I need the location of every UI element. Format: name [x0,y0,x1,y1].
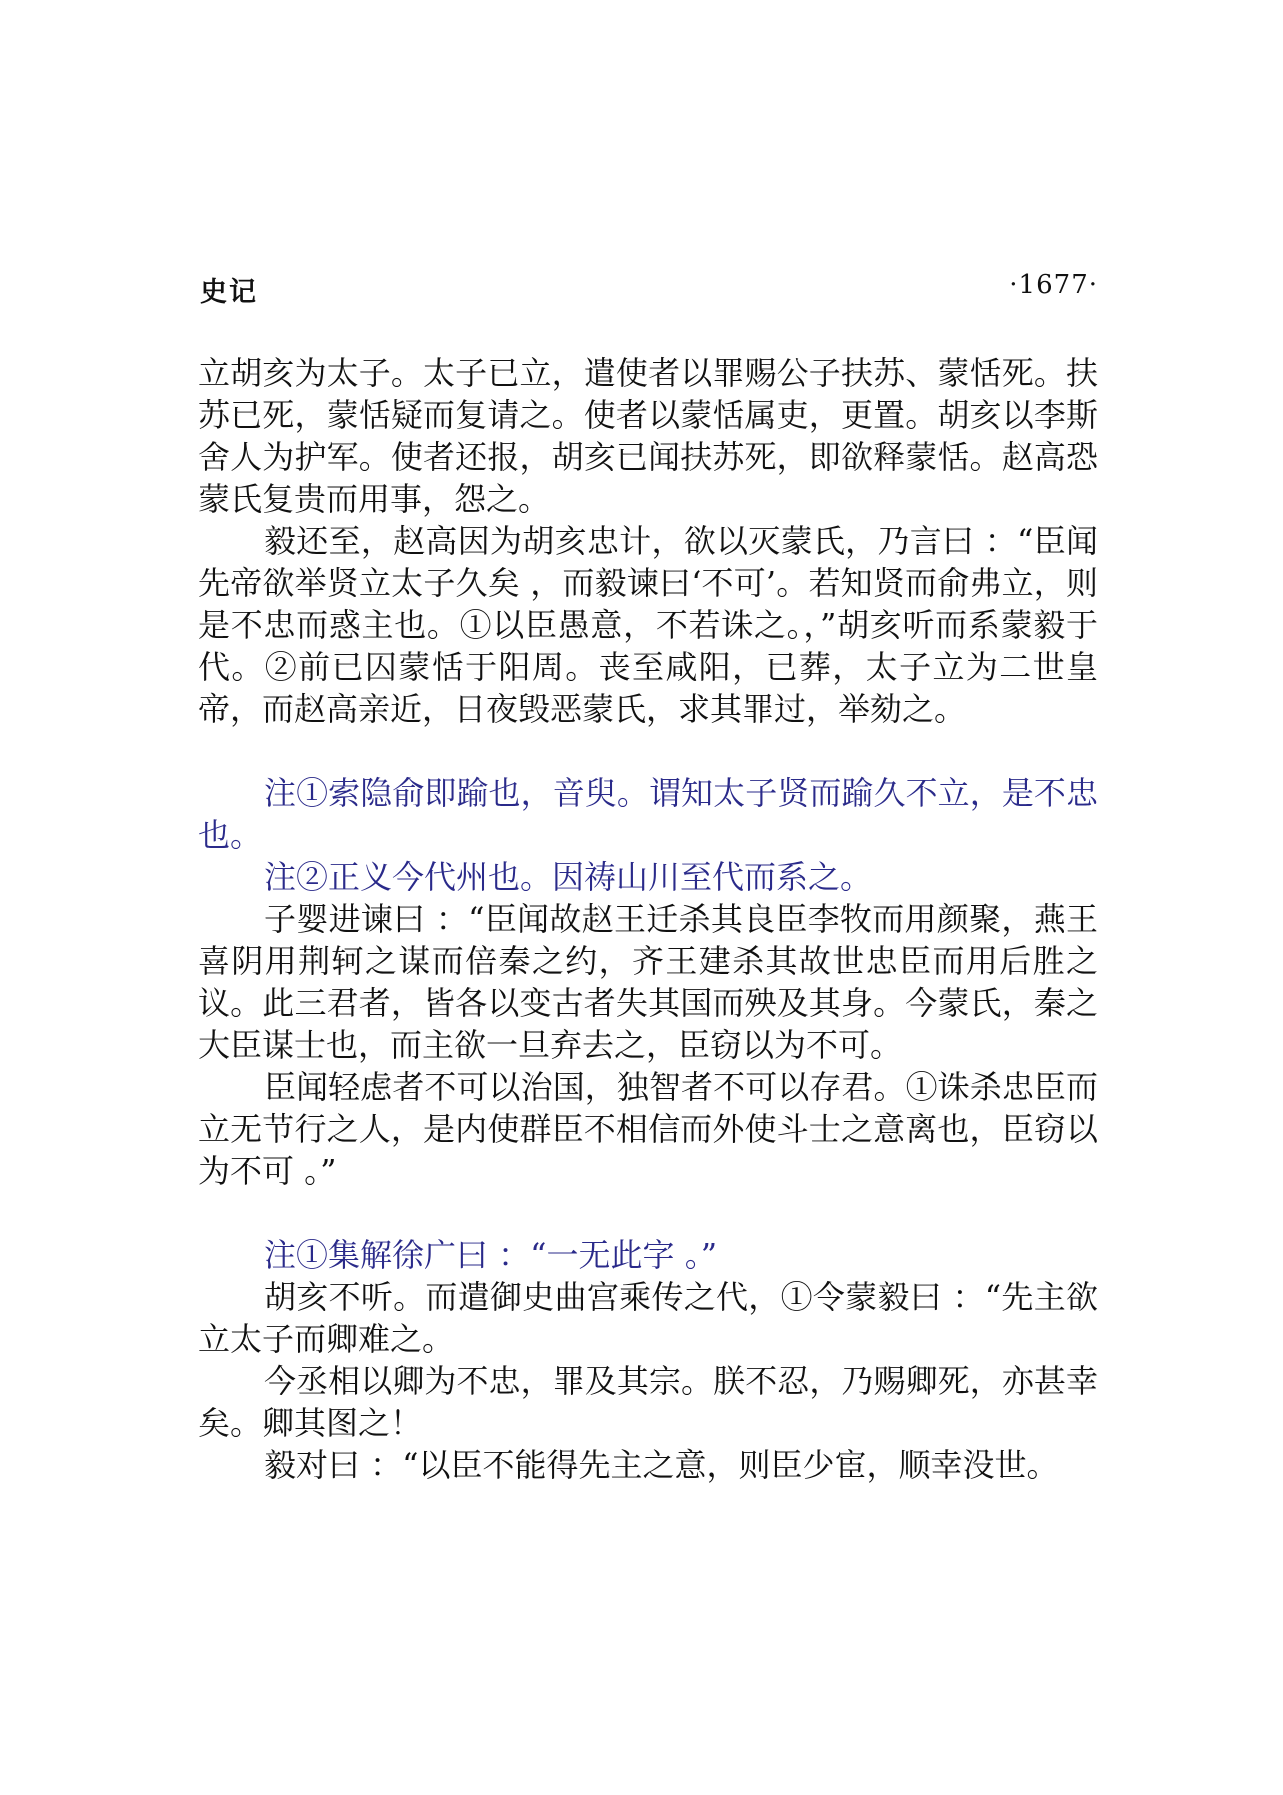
footnote: 注①索隐俞即踰也，音臾。谓知太子贤而踰久不立，是不忠也。 [198,774,1098,854]
spacer [198,730,1098,772]
page-body [198,352,1098,1486]
footnote: 注②正义今代州也。因祷山川至代而系之。 [264,858,873,896]
paragraph: 毅对曰 ：“以臣不能得先主之意，则臣少宦，顺幸没世。 [264,1446,1059,1484]
paragraph: 臣闻轻虑者不可以治国，独智者不可以存君。①诛杀忠臣而立无节行之人，是内使群臣不相信而外使斗士之意离也，臣窃以为不可 。” [198,1068,1098,1190]
page-header [198,270,1098,310]
spacer [198,1192,1098,1234]
page-number: ·1677· [1009,270,1098,300]
book-title: 史记 [200,277,258,308]
paragraph: 胡亥不听。而遣御史曲宫乘传之代，①令蒙毅曰 ：“先主欲立太子而卿难之。 [198,1278,1098,1358]
paragraph: 今丞相以卿为不忠，罪及其宗。朕不忍，乃赐卿死，亦甚幸矣。卿其图之！ [198,1362,1098,1442]
footnote: 注①集解徐广曰 ：“一无此字 。” [264,1236,718,1274]
paragraph: 立胡亥为太子。太子已立，遣使者以罪赐公子扶苏、蒙恬死。扶苏已死，蒙恬疑而复请之。使者以蒙恬属吏，更置。胡亥以李斯舍人为护军。使者还报，胡亥已闻扶苏死，即欲释蒙恬。赵高恐蒙氏复贵而用事，怨之。 [198,354,1098,518]
paragraph: 毅还至，赵高因为胡亥忠计，欲以灭蒙氏，乃言曰 ：“臣闻先帝欲举贤立太子久矣 ，而毅谏曰‘不可’。若知贤而俞弗立，则是不忠而惑主也。①以臣愚意，不若诛之。，”胡亥听而系蒙毅于代。②前已囚蒙恬于阳周。丧至咸阳，已葬，太子立为二世皇帝，而赵高亲近，日夜毁恶蒙氏，求其罪过，举劾之。 [198,522,1098,728]
paragraph: 子婴进谏曰 ：“臣闻故赵王迁杀其良臣李牧而用颜聚，燕王喜阴用荆轲之谋而倍秦之约，齐王建杀其故世忠臣而用后胜之议。此三君者，皆各以变古者失其国而殃及其身。今蒙氏，秦之大臣谋士也，而主欲一旦弃去之，臣窃以为不可。 [198,900,1098,1064]
